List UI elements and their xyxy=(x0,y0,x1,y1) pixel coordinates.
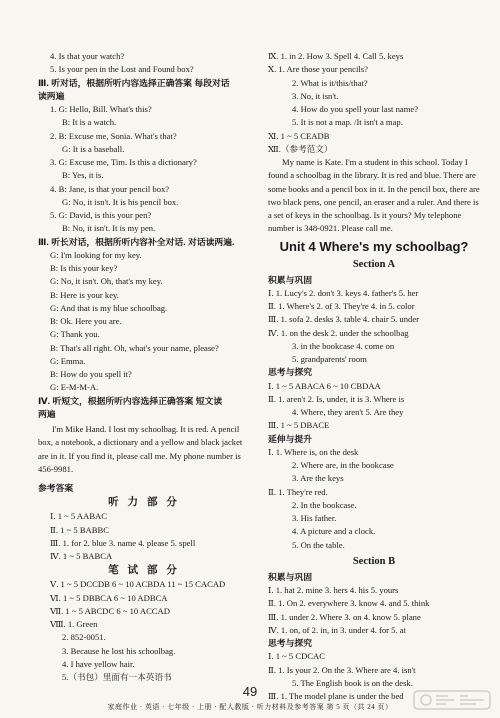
dialogue-line: B: No, it isn't. It is my pen. xyxy=(62,223,156,234)
dialogue-line: G: No, it isn't. Oh, that's my key. xyxy=(50,276,163,287)
dialogue-line: B: Ok. Here you are. xyxy=(50,316,122,326)
subsection-heading: 积累与巩固 xyxy=(268,274,312,285)
dialogue-line: G: And that is my blue schoolbag. xyxy=(50,302,168,313)
answer-line: Ⅱ. 1. They're red. xyxy=(268,486,328,497)
dialogue-line: G: It is a baseball. xyxy=(62,143,125,154)
section-heading-cont: 两遍 xyxy=(38,408,56,419)
answer-line: Ⅰ. 1 ~ 5 CDCAC xyxy=(268,651,325,662)
dialogue-line: G: No, it isn't. It is his pencil box. xyxy=(62,196,179,207)
answer-line: 3. Are the keys xyxy=(292,473,344,484)
answer-line: 4. I have yellow hair. xyxy=(62,658,135,669)
dialogue-line: B: Yes, it is. xyxy=(62,170,104,181)
model-essay: My name is Kate. I'm a student in this school. Today I found a schoolbag in the library. It is red and blue. There are some books and a pencil box in it. In the pencil box, there are two black pens, one pencil, an eraser and a ruler. And there is a set of keys in the schoolbag. Is it yours? My telephone number is 348-0921. Please call me. xyxy=(268,157,480,234)
answer-line: 5.（书包）里面有一本英语书 xyxy=(62,672,172,682)
subsection-heading: 思考与探究 xyxy=(268,638,312,648)
dialogue-line: 3. G: Excuse me, Tim. Is this a dictionary? xyxy=(50,157,197,167)
dialogue-line: B: Is this your key? xyxy=(50,263,118,273)
subsection-heading: 思考与探究 xyxy=(268,367,312,378)
unit-title: Unit 4 Where's my schoolbag? xyxy=(279,238,469,254)
answer-line: 2. What is it/this/that? xyxy=(292,77,368,88)
left-column xyxy=(38,50,250,684)
answer-line: 4. A picture and a clock. xyxy=(292,526,376,537)
answer-line: 4. How do you spell your last name? xyxy=(292,104,419,114)
dialogue-line: G: I'm looking for my key. xyxy=(50,249,142,260)
answer-line: 3. in the bookcase 4. come on xyxy=(292,340,395,351)
answer-line: Ⅲ. 1. for 2. blue 3. name 4. please 5. spell xyxy=(50,537,196,548)
answer-line: 3. His father. xyxy=(292,513,337,523)
dialogue-line: 2. B: Excuse me, Sonia. What's that? xyxy=(50,130,177,141)
dialogue-line: 1. G: Hello, Bill. What's this? xyxy=(50,104,152,114)
answer-line: 3. No, it isn't. xyxy=(292,90,339,101)
answer-line: Ⅱ. 1 ~ 5 BABBC xyxy=(50,524,109,535)
answer-line: Ⅰ. 1. hat 2. mine 3. hers 4. his 5. yours xyxy=(268,585,399,595)
answer-line: Ⅰ. 1. Where is, on the desk xyxy=(268,446,359,457)
answer-line: Ⅴ. 1 ~ 5 DCCDB 6 ~ 10 ACBDA 11 ~ 15 CACAD xyxy=(50,579,226,590)
answer-line: Ⅲ. 1. under 2. Where 3. on 4. know 5. plane xyxy=(268,611,421,622)
answer-line: Ⅱ. 1. Where's 2. of 3. They're 4. in 5. color xyxy=(268,301,415,311)
answer-line: 4. Where, they aren't 5. Are they xyxy=(292,407,404,417)
answer-line: 5. The English book is on the desk. xyxy=(292,677,413,688)
answer-line: Ⅲ. 1 ~ 5 DBACE xyxy=(268,420,330,431)
answer-line: Ⅳ. 1. on the desk 2. under the schoolbag xyxy=(268,327,409,338)
answer-line: Ⅱ. 1. aren't 2. Is, under, it is 3. Where is xyxy=(268,393,405,404)
answer-line: Ⅵ. 1 ~ 5 DBBCA 6 ~ 10 ADBCA xyxy=(50,592,168,603)
listening-part-title: 听 力 部 分 xyxy=(108,496,180,509)
dialogue-line: G: Emma. xyxy=(50,355,86,366)
text-line: 5. Is your pen in the Lost and Found box? xyxy=(50,64,194,75)
section-b-title: Section B xyxy=(352,555,396,567)
answer-line: Ⅶ. 1 ~ 5 ABCDC 6 ~ 10 ACCAD xyxy=(50,605,170,616)
page-footer: 家庭作业 · 英语 · 七年级 · 上册 · 配人教版 · 听力材料及参考答案 第 5 页（共 24 页） xyxy=(107,703,393,711)
dialogue-line: G: Thank you. xyxy=(50,329,100,340)
answer-line: Ⅰ. 1. Lucy's 2. don't 3. keys 4. father's 5. her xyxy=(268,287,419,298)
answer-line: Ⅰ. 1 ~ 5 ABACA 6 ~ 10 CBDAA xyxy=(268,380,381,391)
dialogue-line: 4. B: Jane, is that your pencil box? xyxy=(50,183,170,194)
answer-line: Ⅹ. 1. Are those your pencils? xyxy=(268,64,368,75)
answers-heading: 参考答案 xyxy=(38,483,74,493)
right-column xyxy=(268,50,480,703)
answer-line: Ⅺ. 1 ~ 5 CEADB xyxy=(268,130,330,141)
answer-line: Ⅳ. 1. on, of 2. in, in 3. under 4. for 5. at xyxy=(268,624,406,635)
writing-part-title: 笔 试 部 分 xyxy=(108,564,180,577)
watermark-logo-icon xyxy=(412,688,492,712)
subsection-heading: 积累与巩固 xyxy=(268,571,312,582)
dialogue-line: B: That's all right. Oh, what's your name, please? xyxy=(50,342,219,353)
answer-line: Ⅰ. 1 ~ 5 AABAC xyxy=(50,511,107,522)
section-heading: Ⅲ. 听长对话，根据所听内容补全对话. 对话读两遍. xyxy=(38,236,235,247)
answer-line: Ⅻ.（参考范文） xyxy=(268,143,333,154)
subsection-heading: 延伸与提升 xyxy=(268,433,312,444)
answer-line: 2. Where are, in the bookcase xyxy=(292,460,394,470)
answer-line: 5. grandparents' room xyxy=(292,354,367,364)
answer-line: 2. In the bookcase. xyxy=(292,499,357,510)
section-heading: Ⅳ. 听短文，根据所听内容选择正确答案 短文读 xyxy=(38,395,223,406)
section-heading: Ⅲ. 听对话，根据所听内容选择正确答案 每段对话 xyxy=(38,77,230,88)
dialogue-line: 5. G: David, is this your pen? xyxy=(50,210,152,220)
answer-line: Ⅷ. 1. Green xyxy=(50,619,98,629)
answer-line: Ⅸ. 1. in 2. How 3. Spell 4. Call 5. keys xyxy=(268,51,404,61)
answer-line: 5. It is not a map. /It isn't a map. xyxy=(292,117,403,128)
answer-line: Ⅲ. 1. sofa 2. desks 3. table 4. chair 5. under xyxy=(268,314,420,325)
section-heading-cont: 读两遍 xyxy=(38,90,65,101)
dialogue-line: B: How do you spell it? xyxy=(50,369,132,379)
text-line: 4. Is that your watch? xyxy=(50,51,125,61)
answer-line: 3. Because he lost his schoolbag. xyxy=(62,645,176,656)
page-number: 49 xyxy=(242,684,258,699)
answer-line: Ⅳ. 1 ~ 5 BABCA xyxy=(50,551,113,561)
dialogue-line: G: E-M-M-A. xyxy=(50,382,99,393)
section-a-title: Section A xyxy=(352,258,396,270)
answer-line: Ⅲ. 1. The model plane is under the bed xyxy=(268,691,404,701)
listening-passage: I'm Mike Hand. I lost my schoolbag. It is red. A pencil box, a notebook, a dictionary and a yellow and black jacket are in it. If you find it, please call me. My phone number is 456-9981. xyxy=(38,424,243,474)
answer-line: Ⅱ. 1. On 2. everywhere 3. know 4. and 5. think xyxy=(268,598,430,609)
answer-line: Ⅱ. 1. Is your 2. On the 3. Where are 4. isn't xyxy=(268,664,416,675)
answer-line: 2. 852-0051. xyxy=(62,632,106,643)
answer-line: 5. On the table. xyxy=(292,539,345,550)
dialogue-line: B: It is a watch. xyxy=(62,117,117,128)
dialogue-line: B: Here is your key. xyxy=(50,289,119,300)
